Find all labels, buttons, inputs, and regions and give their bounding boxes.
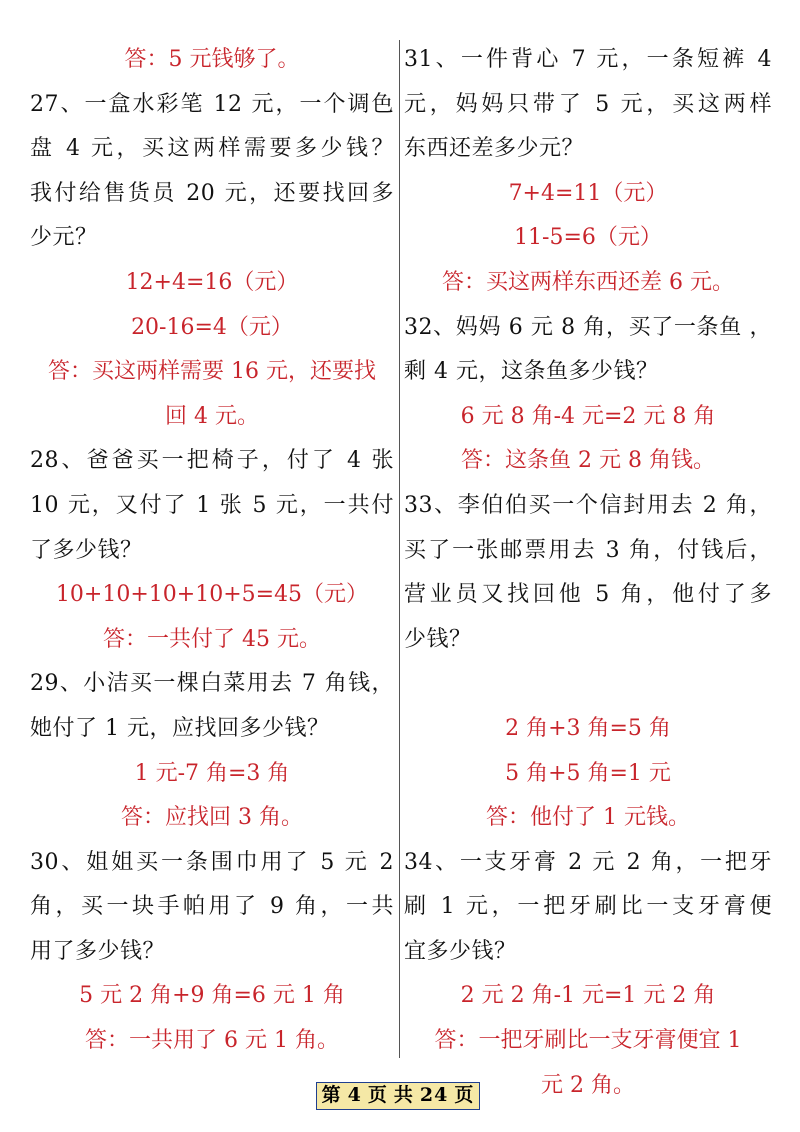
footer-total-pages: 24 (419, 1084, 449, 1106)
question-line: 29、小洁买一棵白菜用去 7 角钱， (30, 671, 394, 697)
answer-line: 元 2 角。 (541, 1072, 635, 1098)
question-line: 盘 4 元，买这两样需要多少钱？ (30, 136, 394, 162)
answer-line: 答：买这两样东西还差 6 元。 (442, 269, 734, 295)
question-line (404, 662, 772, 707)
question-line: 宜多少钱？ (404, 938, 517, 964)
left-column (30, 38, 394, 1068)
answer-line: 答：一共用了 6 元 1 角。 (85, 1028, 339, 1054)
answer-line: 2 元 2 角-1 元=1 元 2 角 (460, 983, 716, 1009)
page-footer (316, 1082, 480, 1110)
answer-line: 7+4=11（元） (508, 180, 668, 206)
question-line: 我付给售货员 20 元，还要找回多 (30, 180, 394, 206)
question-line: 东西还差多少元？ (404, 136, 585, 162)
answer-line: 2 角+3 角=5 角 (505, 715, 671, 741)
question-line: 27、一盒水彩笔 12 元，一个调色 (30, 91, 394, 117)
footer-page-label: 第 (321, 1084, 342, 1106)
footer-page-number: 4 (347, 1084, 362, 1106)
answer-line: 12+4=16（元） (125, 269, 299, 295)
question-line: 30、姐姐买一条围巾用了 5 元 2 (30, 849, 394, 875)
answer-line: 答：一把牙刷比一支牙膏便宜 1 (434, 1028, 742, 1054)
question-line: 用了多少钱？ (30, 938, 166, 964)
answer-line: 答：一共付了 45 元。 (103, 626, 321, 652)
answer-line: 答：买这两样需要 16 元，还要找 (48, 359, 376, 385)
answer-line: 答：应找回 3 角。 (121, 805, 303, 831)
question-line: 她付了 1 元，应找回多少钱？ (30, 715, 330, 741)
question-line: 角，买一块手帕用了 9 角，一共 (30, 894, 394, 920)
footer-total-label: 共 (393, 1084, 414, 1106)
question-line: 28、爸爸买一把椅子，付了 4 张 (30, 448, 394, 474)
question-line: 10 元，又付了 1 张 5 元，一共付 (30, 492, 394, 518)
question-line: 少元？ (30, 225, 98, 251)
question-line: 剩 4 元，这条鱼多少钱？ (404, 359, 659, 385)
answer-line: 5 角+5 角=1 元 (505, 760, 671, 786)
question-line: 32、妈妈 6 元 8 角，买了一条鱼 ， (404, 314, 772, 340)
answer-line: 答：5 元钱够了。 (124, 47, 300, 72)
answer-line: 答：他付了 1 元钱。 (486, 805, 690, 831)
answer-line: 答：这条鱼 2 元 8 角钱。 (461, 448, 715, 474)
answer-line: 20-16=4（元） (131, 314, 293, 340)
footer-page-word: 页 (367, 1084, 388, 1106)
answer-line: 11-5=6（元） (514, 225, 662, 251)
question-line: 买了一张邮票用去 3 角，付钱后， (404, 537, 772, 563)
question-line: 了多少钱？ (30, 537, 143, 563)
question-line: 34、一支牙膏 2 元 2 角，一把牙 (404, 849, 772, 875)
answer-line: 5 元 2 角+9 角=6 元 1 角 (79, 983, 345, 1009)
answer-line: 10+10+10+10+5=45（元） (55, 582, 369, 608)
question-line: 少钱？ (404, 626, 472, 652)
column-divider (399, 40, 400, 1058)
answer-line: 6 元 8 角-4 元=2 元 8 角 (460, 403, 716, 429)
question-line: 元，妈妈只带了 5 元，买这两样 (404, 91, 772, 117)
answer-line: 回 4 元。 (165, 403, 259, 429)
question-line: 31、一件背心 7 元，一条短裤 4 (404, 47, 772, 72)
footer-total-word: 页 (454, 1084, 475, 1106)
question-line: 33、李伯伯买一个信封用去 2 角， (404, 492, 772, 518)
question-line: 营业员又找回他 5 角，他付了多 (404, 582, 772, 608)
question-line: 刷 1 元，一把牙刷比一支牙膏便 (404, 894, 772, 920)
answer-line: 1 元-7 角=3 角 (134, 760, 290, 786)
